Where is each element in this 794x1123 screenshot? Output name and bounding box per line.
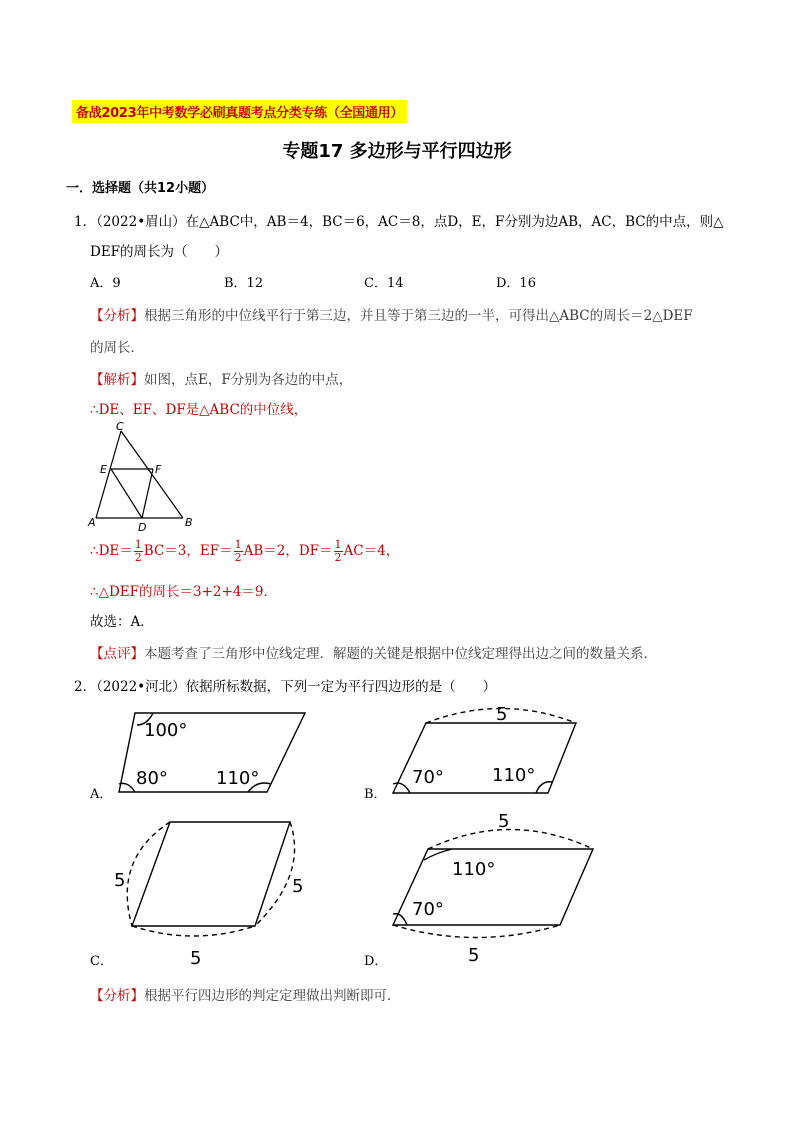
angle-label: 100° <box>144 720 188 741</box>
q1-option-d: D．16 <box>496 276 536 291</box>
q2-label-c: C． <box>90 954 113 969</box>
dashed-side-arc <box>428 830 593 850</box>
angle-arc <box>424 849 452 860</box>
fraction <box>134 539 143 564</box>
q1-option-b: B．12 <box>224 276 264 291</box>
label-f: F <box>155 463 162 476</box>
dashed-side-arc <box>393 925 560 938</box>
header-banner: 备战2023年中考数学必刷真题考点分类专练（全国通用） <box>72 100 407 123</box>
q2-source: （2022•河北） <box>96 679 186 695</box>
q2-label-b: B． <box>364 787 387 802</box>
q2-stem-text: 依据所标数据，下列一定为平行四边形的是（ ） <box>185 679 497 695</box>
figure-a <box>112 706 312 796</box>
page-title: 专题17 多边形与平行四边形 <box>282 141 512 162</box>
label-b: B <box>185 516 193 529</box>
analysis-tag: 【分析】 <box>90 988 144 1004</box>
fraction <box>334 539 343 564</box>
q1-solution-line2: ∴DE、EF、DF是△ABC的中位线， <box>90 402 308 418</box>
solution-text: 如图，点E，F分别为各边的中点， <box>144 372 353 388</box>
fraction-den: 2 <box>134 551 142 564</box>
comment-tag: 【点评】 <box>90 646 144 662</box>
angle-label: 110° <box>452 859 496 880</box>
q1-comment <box>90 642 657 662</box>
q1-choose: 故选：A． <box>90 614 154 630</box>
angle-label: 110° <box>492 765 536 786</box>
side-label: 5 <box>292 876 304 897</box>
angle-label: 80° <box>136 768 168 789</box>
q2-label-a: A． <box>90 787 113 802</box>
side-label: 5 <box>468 945 480 966</box>
quadrilateral-c <box>132 822 290 926</box>
figure-c <box>108 814 308 970</box>
q2-stem <box>74 675 496 695</box>
q1-stem-line1 <box>74 210 724 230</box>
q1-stem: 在△ABC中，AB＝4，BC＝6，AC＝8，点D，E，F分别为边AB，AC，BC的中点，则△ <box>185 214 724 230</box>
q1-option-a: A．9 <box>90 276 121 291</box>
eq-part: AC＝4， <box>343 543 400 559</box>
triangle-figure <box>86 418 200 534</box>
q1-perimeter: ∴△DEF的周长＝3+2+4＝9． <box>90 584 277 600</box>
side-label: 5 <box>114 870 126 891</box>
figure-d <box>388 808 598 968</box>
dashed-side-arc <box>132 926 255 936</box>
fraction-den: 2 <box>234 551 242 564</box>
fraction-num: 1 <box>234 538 242 551</box>
side-label: 5 <box>190 948 202 969</box>
fraction-num: 1 <box>134 538 142 551</box>
label-a: A <box>88 516 96 529</box>
solution-tag: 【解析】 <box>90 372 144 388</box>
analysis-text: 根据三角形的中位线平行于第三边，并且等于第三边的一半，可得出△ABC的周长＝2△DEF <box>144 308 693 324</box>
angle-label: 70° <box>412 899 444 920</box>
fraction-num: 1 <box>334 538 342 551</box>
q2-number: 2． <box>74 679 97 695</box>
q2-label-d: D． <box>364 954 388 969</box>
eq-part: ∴DE＝ <box>90 543 133 559</box>
figure-b <box>388 700 588 796</box>
label-e: E <box>100 463 107 476</box>
comment-text: 本题考查了三角形中位线定理．解题的关键是根据中位线定理得出边之间的数量关系． <box>144 646 657 662</box>
angle-arc <box>119 783 135 792</box>
angle-label: 70° <box>412 767 444 788</box>
midline-ed <box>111 469 142 518</box>
q1-stem-line2: DEF的周长为（ ） <box>90 244 229 260</box>
analysis-tag: 【分析】 <box>90 308 144 324</box>
q1-analysis <box>90 304 693 324</box>
q1-solution <box>90 368 352 388</box>
q1-number: 1． <box>74 214 97 230</box>
angle-label: 110° <box>216 768 260 789</box>
eq-part: BC＝3，EF＝ <box>143 543 233 559</box>
q1-source: （2022•眉山） <box>96 214 186 230</box>
q1-option-c: C．14 <box>364 276 404 291</box>
analysis-text: 根据平行四边形的判定定理做出判断即可． <box>144 988 401 1004</box>
eq-part: AB＝2，DF＝ <box>243 543 333 559</box>
q2-analysis <box>90 984 401 1004</box>
label-c: C <box>116 420 124 433</box>
fraction-den: 2 <box>334 551 342 564</box>
side-label: 5 <box>498 811 510 832</box>
midline-fd <box>142 469 153 518</box>
q1-analysis-line2: 的周长． <box>90 340 144 356</box>
label-d: D <box>138 521 147 534</box>
section-heading: 一．选择题（共12小题） <box>66 181 215 196</box>
side-label: 5 <box>496 704 508 725</box>
fraction <box>234 539 243 564</box>
q1-midline-equation <box>90 538 399 564</box>
